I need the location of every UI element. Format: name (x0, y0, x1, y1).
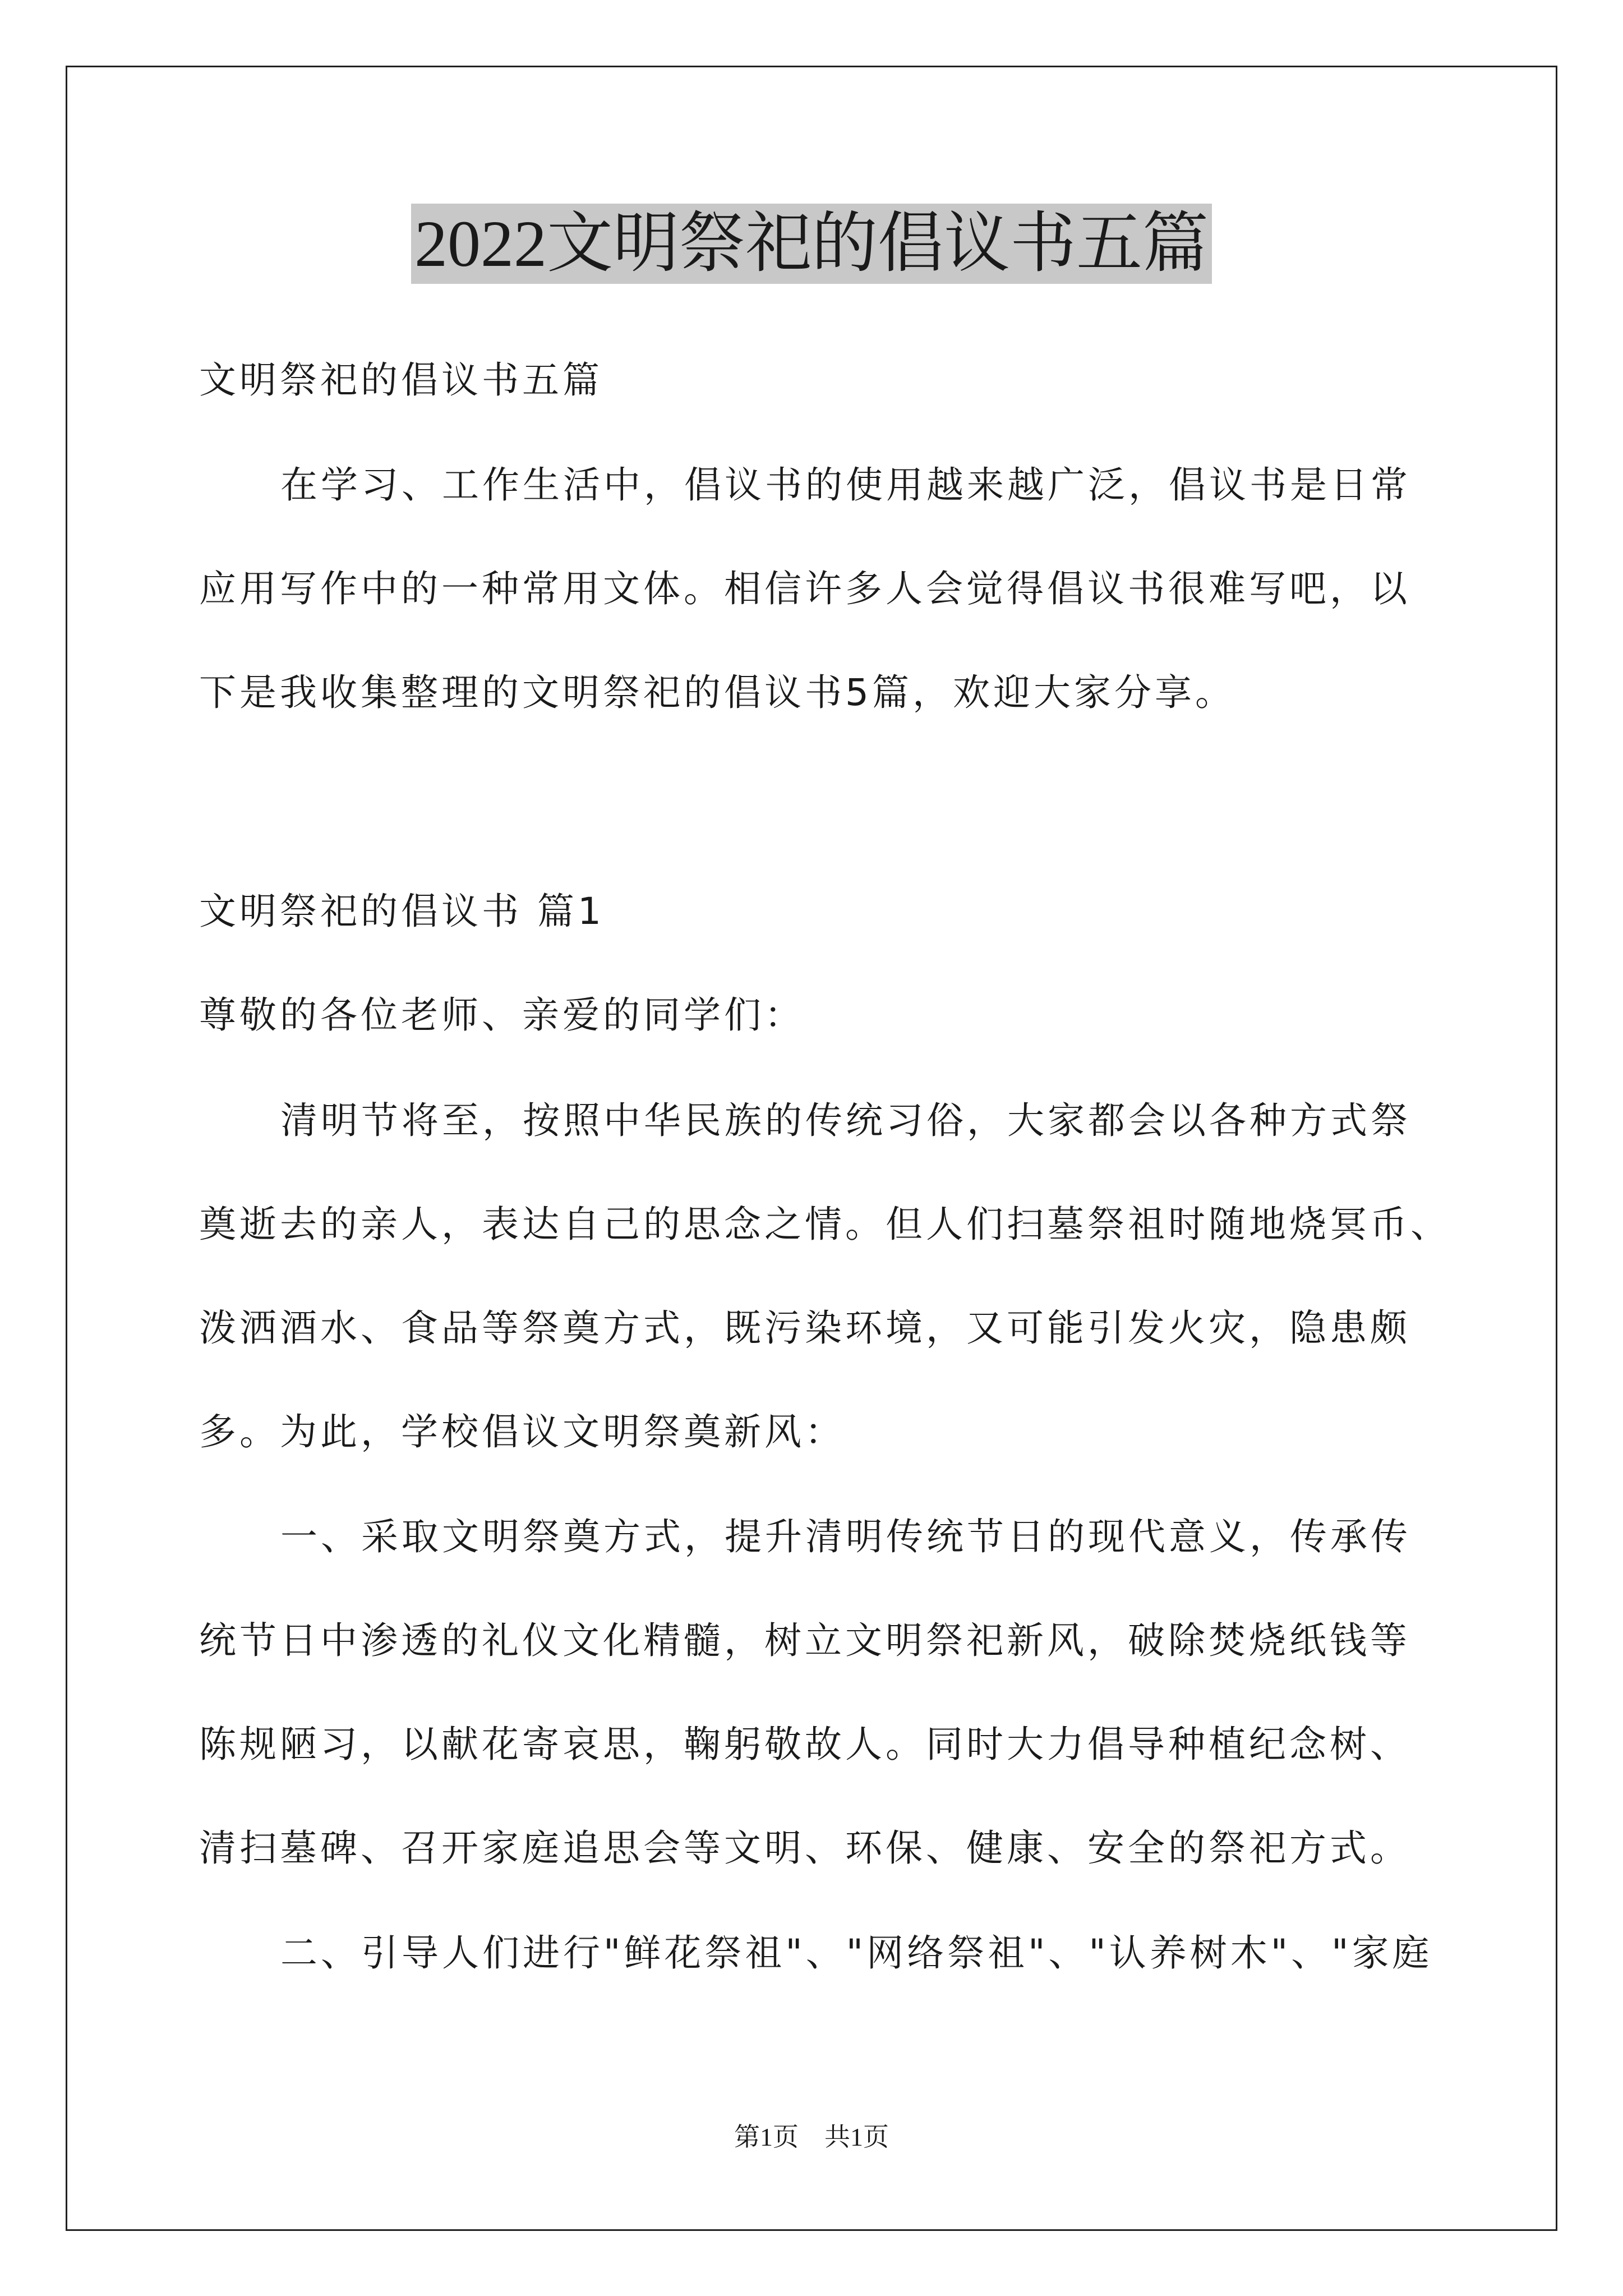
page-footer: 第1页 共1页 (734, 2123, 889, 2151)
paragraph-line: 一、采取文明祭奠方式，提升清明传统节日的现代意义，传承传 (280, 1515, 1411, 1558)
paragraph-line: 奠逝去的亲人，表达自己的思念之情。但人们扫墓祭祖时随地烧冥币、 (199, 1203, 1451, 1246)
paragraph-line: 清明节将至，按照中华民族的传统习俗，大家都会以各种方式祭 (280, 1099, 1411, 1142)
section-heading: 文明祭祀的倡议书 篇1 (199, 890, 605, 933)
paragraph-line: 在学习、工作生活中，倡议书的使用越来越广泛，倡议书是日常 (280, 463, 1411, 507)
paragraph-line: 多。为此，学校倡议文明祭奠新风： (199, 1410, 845, 1453)
paragraph-line: 下是我收集整理的文明祭祀的倡议书5篇，欢迎大家分享。 (199, 671, 1235, 714)
salutation: 尊敬的各位老师、亲爱的同学们： (199, 993, 805, 1037)
subtitle-line: 文明祭祀的倡议书五篇 (199, 358, 603, 402)
paragraph-line: 泼洒酒水、食品等祭奠方式，既污染环境，又可能引发火灾，隐患颇 (199, 1306, 1410, 1350)
paragraph-line: 陈规陋习，以献花寄哀思，鞠躬敬故人。同时大力倡导种植纪念树、 (199, 1723, 1410, 1766)
paragraph-line: 应用写作中的一种常用文体。相信许多人会觉得倡议书很难写吧，以 (199, 567, 1410, 610)
document-title-text: 2022文明祭祀的倡议书五篇 (411, 204, 1212, 284)
paragraph-line: 二、引导人们进行"鲜花祭祖"、"网络祭祖"、"认养树木"、"家庭 (280, 1931, 1433, 1975)
paragraph-line: 清扫墓碑、召开家庭追思会等文明、环保、健康、安全的祭祀方式。 (199, 1826, 1410, 1870)
paragraph-line: 统节日中渗透的礼仪文化精髓，树立文明祭祀新风，破除焚烧纸钱等 (199, 1619, 1410, 1662)
document-title (0, 202, 1623, 286)
